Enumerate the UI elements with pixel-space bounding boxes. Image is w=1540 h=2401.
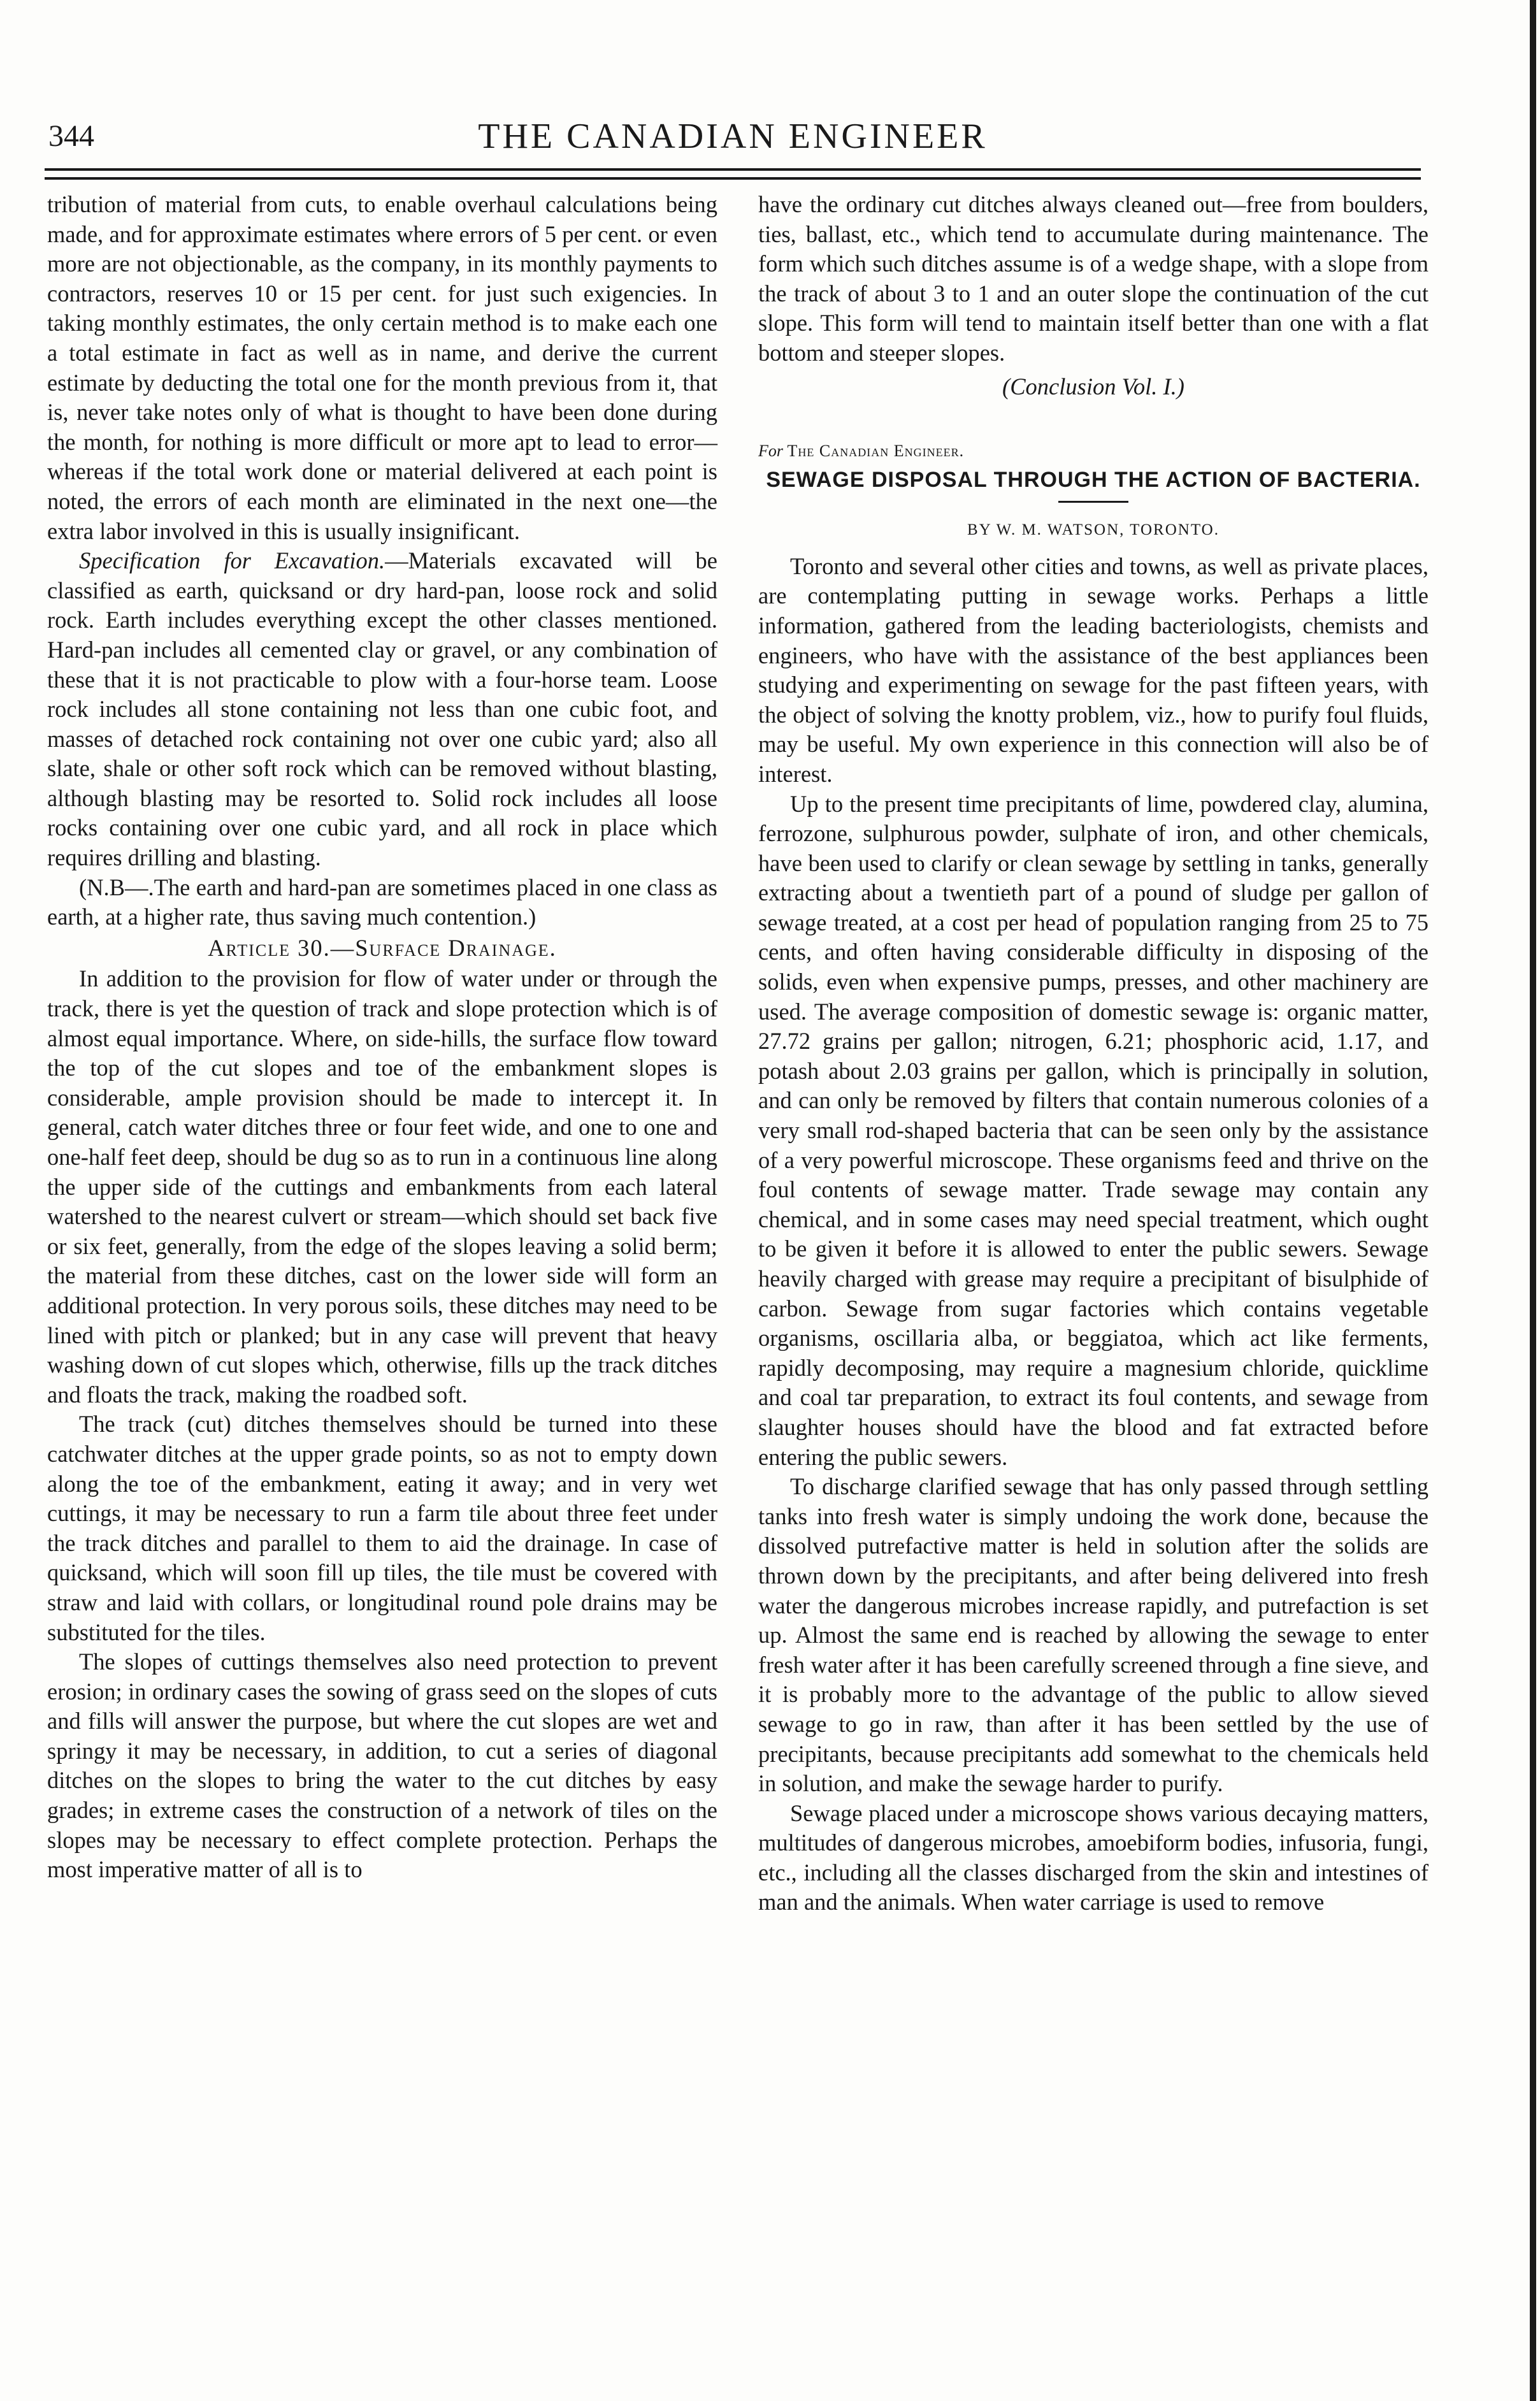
paragraph-lead: Specification for Excavation. bbox=[79, 547, 385, 574]
paragraph: tribution of material from cuts, to enable overhaul calculations being made, and for approximate estimates where errors of 5 per cent. or even more are not objectionable, as the company, in its monthly payments to contractors, reserves 10 or 15 per cent. for just such exigencies. In taking monthly estimates, the only certain method is to make each one a total estimate in fact as well as in name, and derive the current estimate by deducting the total one for the month previous from it, that is, never take notes only of what is thought to have been done during the month, for nothing is more difficult or more apt to lead to error—whereas if the total work done or material delivered at each point is noted, the errors of each month are eliminated in the next one—the extra labor involved in this is usually insignificant. bbox=[47, 191, 717, 544]
paragraph: have the ordinary cut ditches always cleaned out—free from boulders, ties, ballast, etc., which tend to accumulate during maintenance. The form which such ditches assume is of a wedge shape, with a slope from the track of about 3 to 1 and an outer slope the continuation of the cut slope. This form will tend to maintain itself better than one with a flat bottom and steeper slopes. bbox=[758, 191, 1428, 366]
paragraph-note: (N.B—.The earth and hard-pan are sometimes placed in one class as earth, at a higher rate, thus saving much contention.) bbox=[47, 874, 717, 930]
for-publication: The Canadian Engineer. bbox=[787, 442, 965, 461]
header-rule bbox=[45, 168, 1421, 171]
paragraph: Up to the present time precipitants of lime, powdered clay, alumina, ferrozone, sulphurous powder, sulphate of iron, and other chemicals, have been used to clarify or clean sewage by settling in tanks, generally extracting about a twentieth part of a pound of sludge per gallon of sewage treated, at a cost per head of population ranging from 25 to 75 cents, and often having considerable difficulty in disposing of the solids, even when expensive pumps, presses, and other machinery are used. The average composition of domestic sewage is: organic matter, 27.72 grains per gallon; nitrogen, 6.21; phosphoric acid, 1.17, and potash about 2.03 grains per gallon, which is principally in solution, and can only be removed by filters that contain numerous colonies of a very small rod-shaped bacteria that can be seen only by the assistance of a very powerful microscope. These organisms feed and thrive on the foul contents of sewage matter. Trade sewage may contain any chemical, and in some cases may need special treatment, which ought to be given it before it is allowed to enter the public sewers. Sewage heavily charged with grease may require a precipitant of bisulphide of carbon. Sewage from sugar factories which contains vegetable organisms, oscillaria alba, or beggiatoa, which act like ferments, rapidly decomposing, may require a magnesium chloride, quicklime and coal tar preparation, to extract its foul contents, and sewage from slaughter houses should have the blood and fat extracted before entering the public sewers. bbox=[758, 790, 1428, 1470]
header-rule-double bbox=[45, 177, 1421, 180]
scan-edge-bar bbox=[1530, 0, 1536, 2401]
heading-rule bbox=[1058, 501, 1128, 503]
article-heading: SEWAGE DISPOSAL THROUGH THE ACTION OF BACTERIA. bbox=[766, 468, 1421, 493]
journal-title: THE CANADIAN ENGINEER bbox=[478, 117, 988, 156]
paragraph: Sewage placed under a microscope shows various decaying matters, multitudes of dangerous microbes, amoebiform bodies, infusoria, fungi, etc., including all the classes discharged from the skin and intestines of man and the animals. When water carriage is used to remove bbox=[758, 1799, 1428, 1915]
paragraph: In addition to the provision for flow of water under or through the track, there is yet the question of track and slope protection which is of almost equal importance. Where, on side-hills, the surface flow toward the top of the cut slopes and toe of the embankment slopes is considerable, ample provision should be made to intercept it. In general, catch water ditches three or four feet wide, and one to one and one-half feet deep, should be dug so as to run in a continuous line along the upper side of the cuttings and embankments from each lateral watershed to the nearest culvert or stream—which should set back five or six feet, generally, from the edge of the slopes leaving a solid berm; the material from these ditches, cast on the lower side will form an additional protection. In very porous soils, these ditches may need to be lined with pitch or planked; but in any case will prevent that heavy washing down of cut slopes which, otherwise, fills up the track ditches and floats the track, making the roadbed soft. bbox=[47, 965, 717, 1408]
for-prefix: For bbox=[758, 442, 783, 461]
for-line bbox=[758, 440, 1428, 463]
byline: BY W. M. WATSON, TORONTO. bbox=[967, 521, 1220, 539]
paragraph-excavation bbox=[47, 546, 717, 873]
page-header bbox=[45, 107, 1421, 184]
conclusion-note: (Conclusion Vol. I.) bbox=[1002, 373, 1184, 400]
right-column bbox=[758, 190, 1428, 1917]
paragraph: To discharge clarified sewage that has only passed through settling tanks into fresh water is simply undoing the work done, because the dissolved putrefactive matter is held in solution after the solids are thrown down by the precipitants, and after being delivered into fresh water the dangerous microbes increase rapidly, and putrefaction is set up. Almost the same end is reached by allowing the sewage to enter fresh water after it has been carefully screened through a fine sieve, and it is probably more to the advantage of the public to allow sieved sewage to go in raw, than after it has been settled by the use of precipitants, because precipitants add somewhat to the chemicals held in solution, and make the sewage harder to purify. bbox=[758, 1473, 1428, 1797]
paragraph: Toronto and several other cities and towns, as well as private places, are contemplating putting in sewage works. Perhaps a little information, gathered from the leading bacteriologists, chemists and engineers, who have with the assistance of the best appliances been studying and experimenting on sewage for the past fifteen years, with the object of solving the knotty problem, viz., how to purify foul fluids, may be useful. My own experience in this connection will also be of interest. bbox=[758, 552, 1428, 787]
page-number: 344 bbox=[48, 119, 94, 153]
paragraph: The slopes of cuttings themselves also need protection to prevent erosion; in ordinary cases the sowing of grass seed on the slopes of cuts and fills will answer the purpose, but where the cut slopes are wet and springy it may be necessary, in addition, to cut a series of diagonal ditches on the slopes to bring the water to the cut ditches by easy grades; in extreme cases the construction of a network of tiles on the slopes may be necessary to effect complete protection. Perhaps the most imperative matter of all is to bbox=[47, 1648, 717, 1883]
left-column bbox=[47, 190, 717, 1885]
paragraph: The track (cut) ditches themselves should be turned into these catchwater ditches at the upper grade points, so as not to empty down along the toe of the embankment, eating it away; and in very wet cuttings, it may be necessary to run a farm tile about three feet under the track ditches and parallel to them to aid the drainage. In case of quicksand, which will soon fill up tiles, the tile must be covered with straw and laid with collars, or longitudinal round pole drains may be substituted for the tiles. bbox=[47, 1411, 717, 1645]
article-title: Article 30.—Surface Drainage. bbox=[208, 934, 557, 961]
paragraph-body: —Materials excavated will be classified as earth, quicksand or dry hard-pan, loose rock and solid rock. Earth includes everything except the other classes mentioned. Hard-pan includes all cemented clay or gravel, or any combination of these that it is not practicable to plow with a four-horse team. Loose rock includes all stone containing not less than one cubic foot, and masses of detached rock containing not over one cubic yard; also all slate, shale or other soft rock which can be removed without blasting, although blasting may be resorted to. Solid rock includes all loose rocks containing over one cubic yard, and all rock in place which requires drilling and blasting. bbox=[47, 547, 717, 871]
